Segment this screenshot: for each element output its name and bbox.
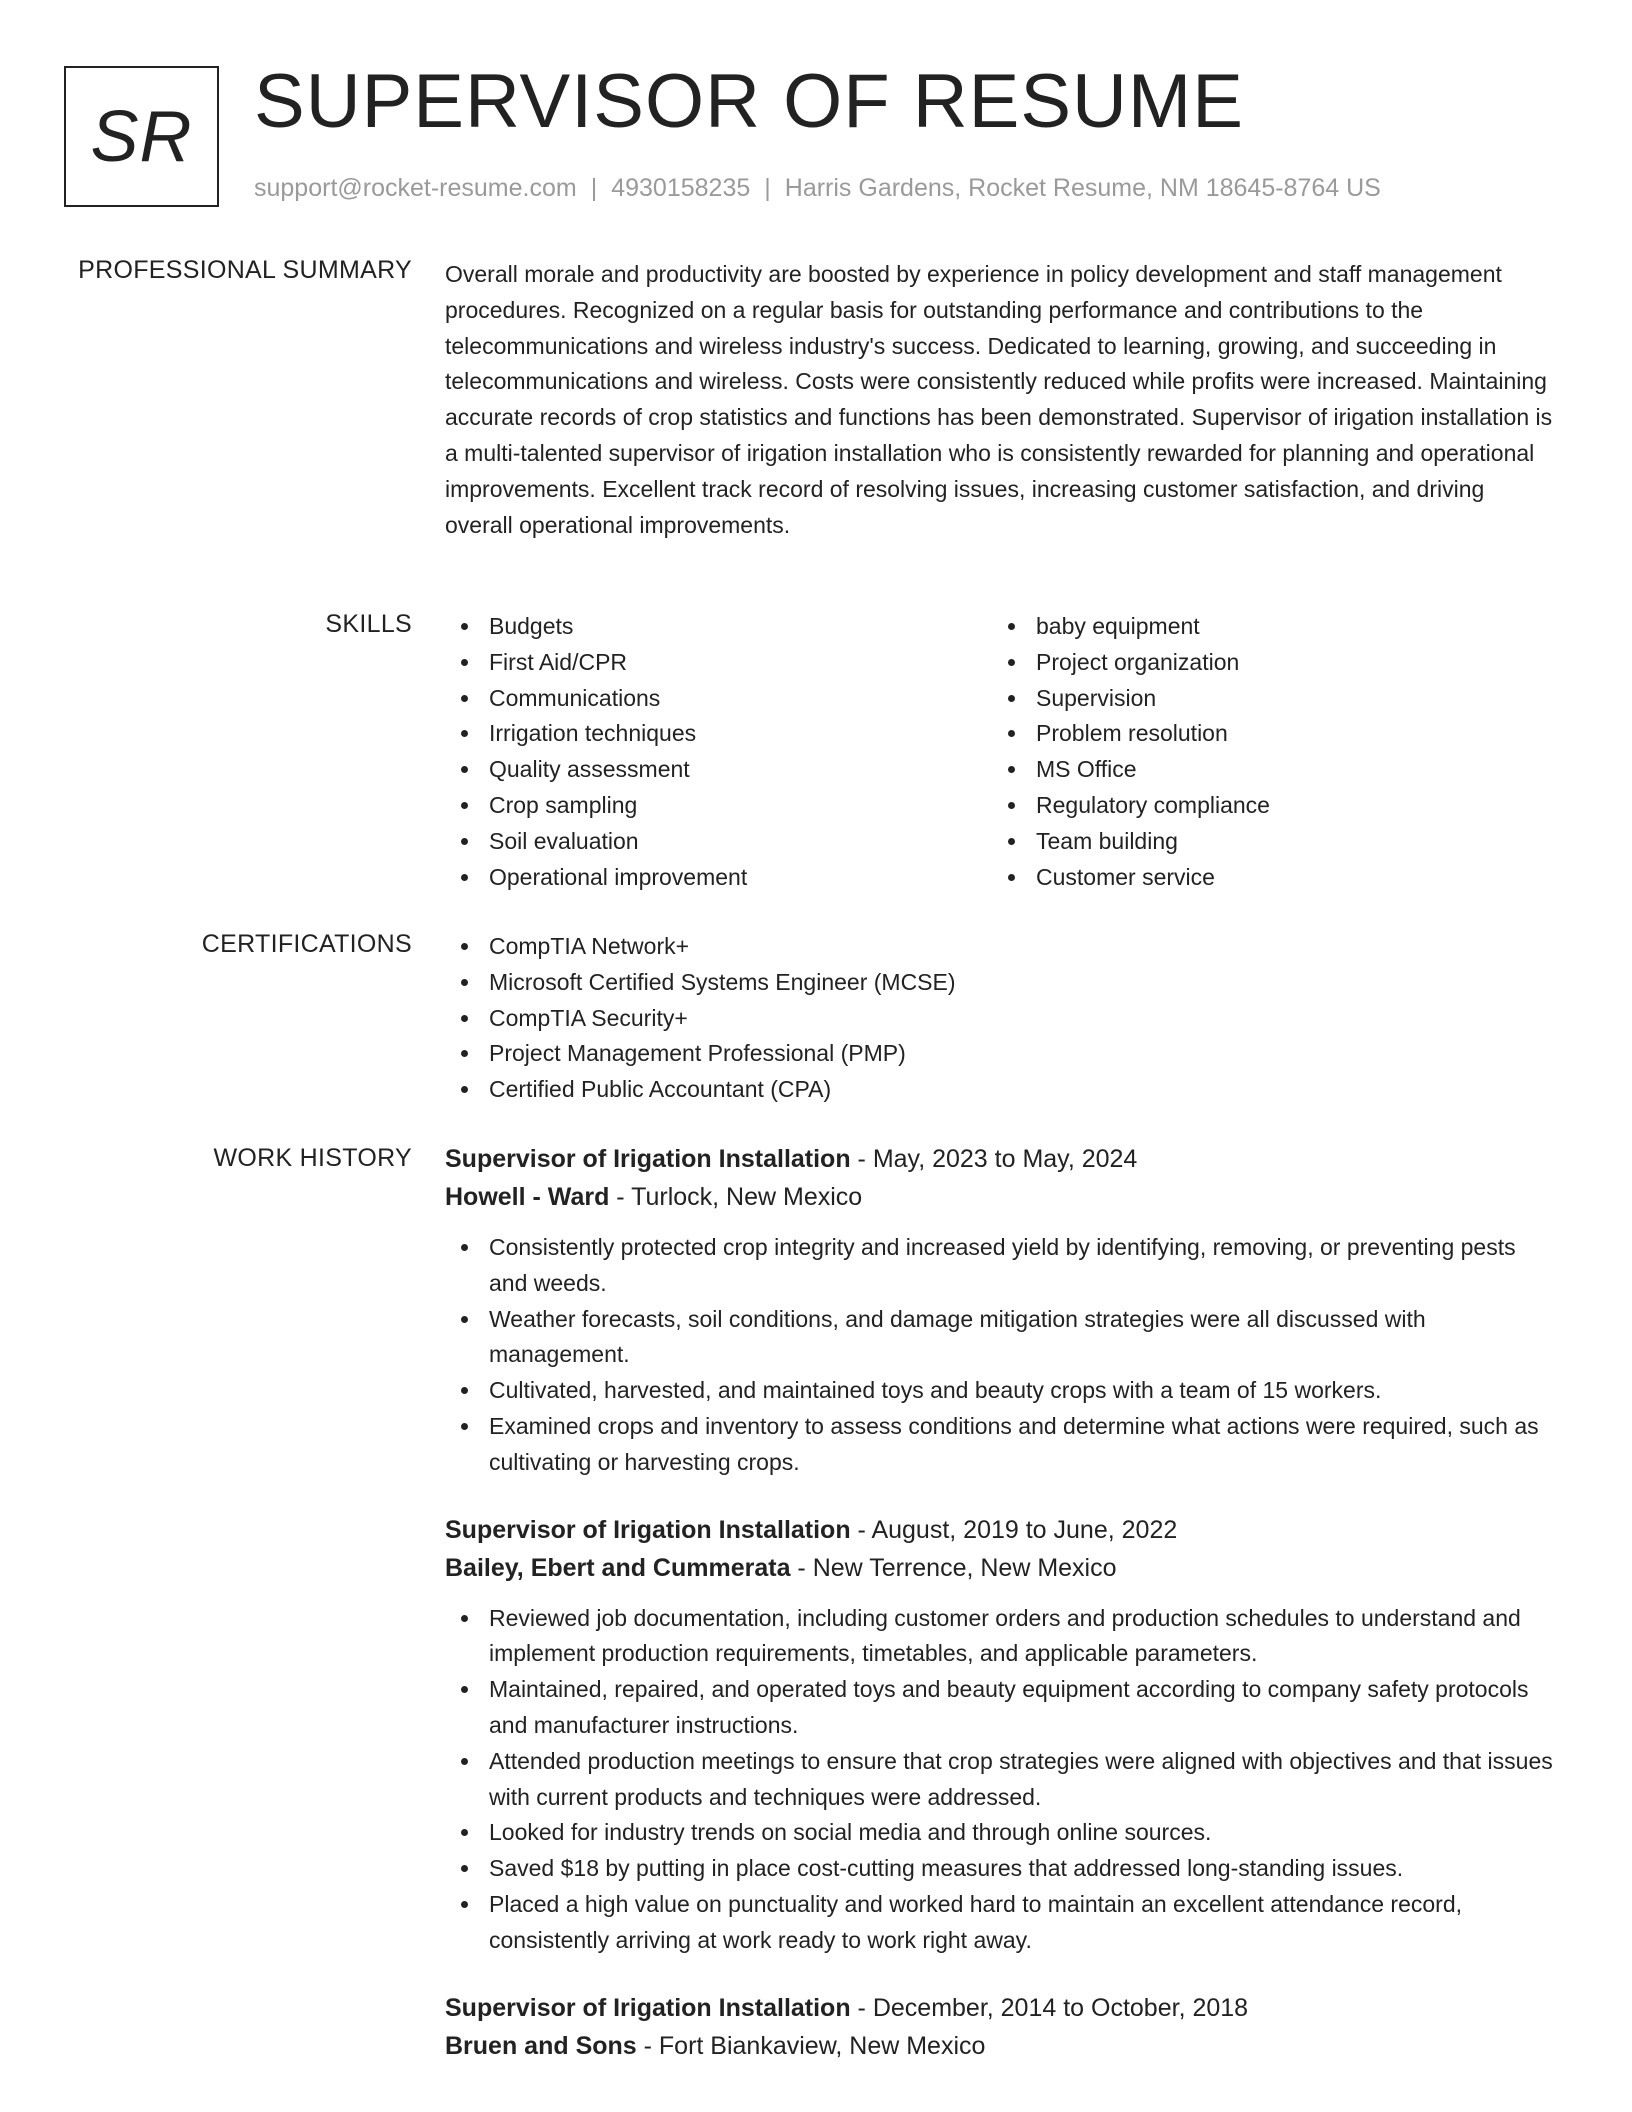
- skill-item: Soil evaluation: [445, 824, 992, 860]
- job-bullet: Weather forecasts, soil conditions, and damage mitigation strategies were all discussed with management.: [445, 1302, 1555, 1374]
- job-company: Bruen and Sons: [445, 2031, 637, 2060]
- skills-columns: [445, 609, 1555, 895]
- certifications-list: [445, 929, 1555, 1108]
- job-entry: [445, 1140, 1555, 1481]
- skill-item: First Aid/CPR: [445, 645, 992, 681]
- job-dates: - May, 2023 to May, 2024: [850, 1145, 1138, 1173]
- job-location: - New Terrence, New Mexico: [790, 1553, 1117, 1582]
- job-company-line: [445, 2027, 1555, 2065]
- contact-line: [254, 174, 1381, 203]
- skill-item: Crop sampling: [445, 788, 992, 824]
- job-bullets: [445, 1601, 1555, 1959]
- job-bullet: Cultivated, harvested, and maintained toys and beauty crops with a team of 15 workers.: [445, 1373, 1555, 1409]
- job-bullet: Saved $18 by putting in place cost-cutting measures that addressed long-standing issues.: [445, 1851, 1555, 1887]
- job-company: Bailey, Ebert and Cummerata: [445, 1553, 791, 1582]
- summary-text: Overall morale and productivity are boosted by experience in policy development and staff management procedures. Recognized on a regular basis for outstanding performance and contributions to the telecommunications and wireless industry's success. Dedicated to learning, growing, and succeeding in telecommunications and wireless. Costs were consistently reduced while profits were increased. Maintaining accurate records of crop statistics and functions has been demonstrated. Supervisor of irigation installation is a multi-talented supervisor of irigation installation who is consistently rewarded for planning and operational improvements. Excellent track record of resolving issues, increasing customer satisfaction, and driving overall operational improvements.: [445, 261, 1553, 538]
- job-bullets: [445, 1230, 1555, 1481]
- contact-email[interactable]: support@rocket-resume.com: [254, 174, 577, 202]
- contact-separator: |: [590, 174, 598, 202]
- skills-section: [445, 609, 1555, 895]
- job-entry: [445, 1511, 1555, 1959]
- monogram-logo: SR: [64, 66, 219, 207]
- certification-item: CompTIA Security+: [445, 1001, 1555, 1037]
- job-title: Supervisor of Irigation Installation: [445, 1993, 851, 2022]
- certification-item: Certified Public Accountant (CPA): [445, 1072, 1555, 1108]
- job-bullet: Examined crops and inventory to assess conditions and determine what actions were required, such as cultivating or harvesting crops.: [445, 1409, 1555, 1481]
- job-entry: [445, 1989, 1555, 2065]
- job-title: Supervisor of Irigation Installation: [445, 1145, 851, 1173]
- skill-item: Problem resolution: [992, 716, 1539, 752]
- skill-item: Project organization: [992, 645, 1539, 681]
- skill-item: Operational improvement: [445, 860, 992, 896]
- page-title: SUPERVISOR OF RESUME: [254, 59, 1244, 144]
- skill-item: MS Office: [992, 752, 1539, 788]
- job-location: - Fort Biankaview, New Mexico: [636, 2031, 986, 2060]
- skills-list-right: [992, 609, 1539, 895]
- section-label-work-history: WORK HISTORY: [213, 1144, 412, 1172]
- job-bullet: Placed a high value on punctuality and worked hard to maintain an excellent attendance record, consistently arriving at work ready to work right away.: [445, 1887, 1555, 1959]
- job-title-line: [445, 1140, 1555, 1178]
- job-company-line: [445, 1178, 1555, 1216]
- skills-list-left: [445, 609, 992, 895]
- section-label-summary: PROFESSIONAL SUMMARY: [78, 256, 412, 284]
- section-label-skills: SKILLS: [325, 610, 412, 638]
- skill-item: Regulatory compliance: [992, 788, 1539, 824]
- job-bullet: Maintained, repaired, and operated toys and beauty equipment according to company safety protocols and manufacturer instructions.: [445, 1672, 1555, 1744]
- job-location: - Turlock, New Mexico: [609, 1183, 863, 1211]
- skill-item: Quality assessment: [445, 752, 992, 788]
- job-bullet: Consistently protected crop integrity and increased yield by identifying, removing, or preventing pests and weeds.: [445, 1230, 1555, 1302]
- contact-phone[interactable]: 4930158235: [611, 174, 751, 202]
- job-title-line: [445, 1511, 1555, 1549]
- summary-section: [445, 257, 1555, 543]
- skill-item: Supervision: [992, 681, 1539, 717]
- skill-item: Team building: [992, 824, 1539, 860]
- skill-item: Budgets: [445, 609, 992, 645]
- job-title-line: [445, 1989, 1555, 2027]
- certification-item: Project Management Professional (PMP): [445, 1036, 1555, 1072]
- work-history-section: [445, 1140, 1555, 2095]
- job-bullet: Attended production meetings to ensure that crop strategies were aligned with objectives and that issues with current products and techniques were addressed.: [445, 1744, 1555, 1816]
- section-label-certifications: CERTIFICATIONS: [201, 930, 412, 958]
- skill-item: baby equipment: [992, 609, 1539, 645]
- certifications-section: [445, 929, 1555, 1108]
- skill-item: Communications: [445, 681, 992, 717]
- certification-item: Microsoft Certified Systems Engineer (MCSE): [445, 965, 1555, 1001]
- contact-separator: |: [764, 174, 771, 202]
- job-title: Supervisor of Irigation Installation: [445, 1515, 851, 1544]
- job-bullet: Looked for industry trends on social media and through online sources.: [445, 1815, 1555, 1851]
- skill-item: Customer service: [992, 860, 1539, 896]
- contact-address: Harris Gardens, Rocket Resume, NM 18645-8764 US: [784, 174, 1381, 202]
- job-company: Howell - Ward: [445, 1183, 610, 1211]
- job-bullet: Reviewed job documentation, including customer orders and production schedules to understand and implement production requirements, timetables, and applicable parameters.: [445, 1601, 1555, 1673]
- job-dates: - December, 2014 to October, 2018: [850, 1993, 1249, 2022]
- certification-item: CompTIA Network+: [445, 929, 1555, 965]
- job-company-line: [445, 1549, 1555, 1587]
- job-dates: - August, 2019 to June, 2022: [850, 1515, 1178, 1544]
- skill-item: Irrigation techniques: [445, 716, 992, 752]
